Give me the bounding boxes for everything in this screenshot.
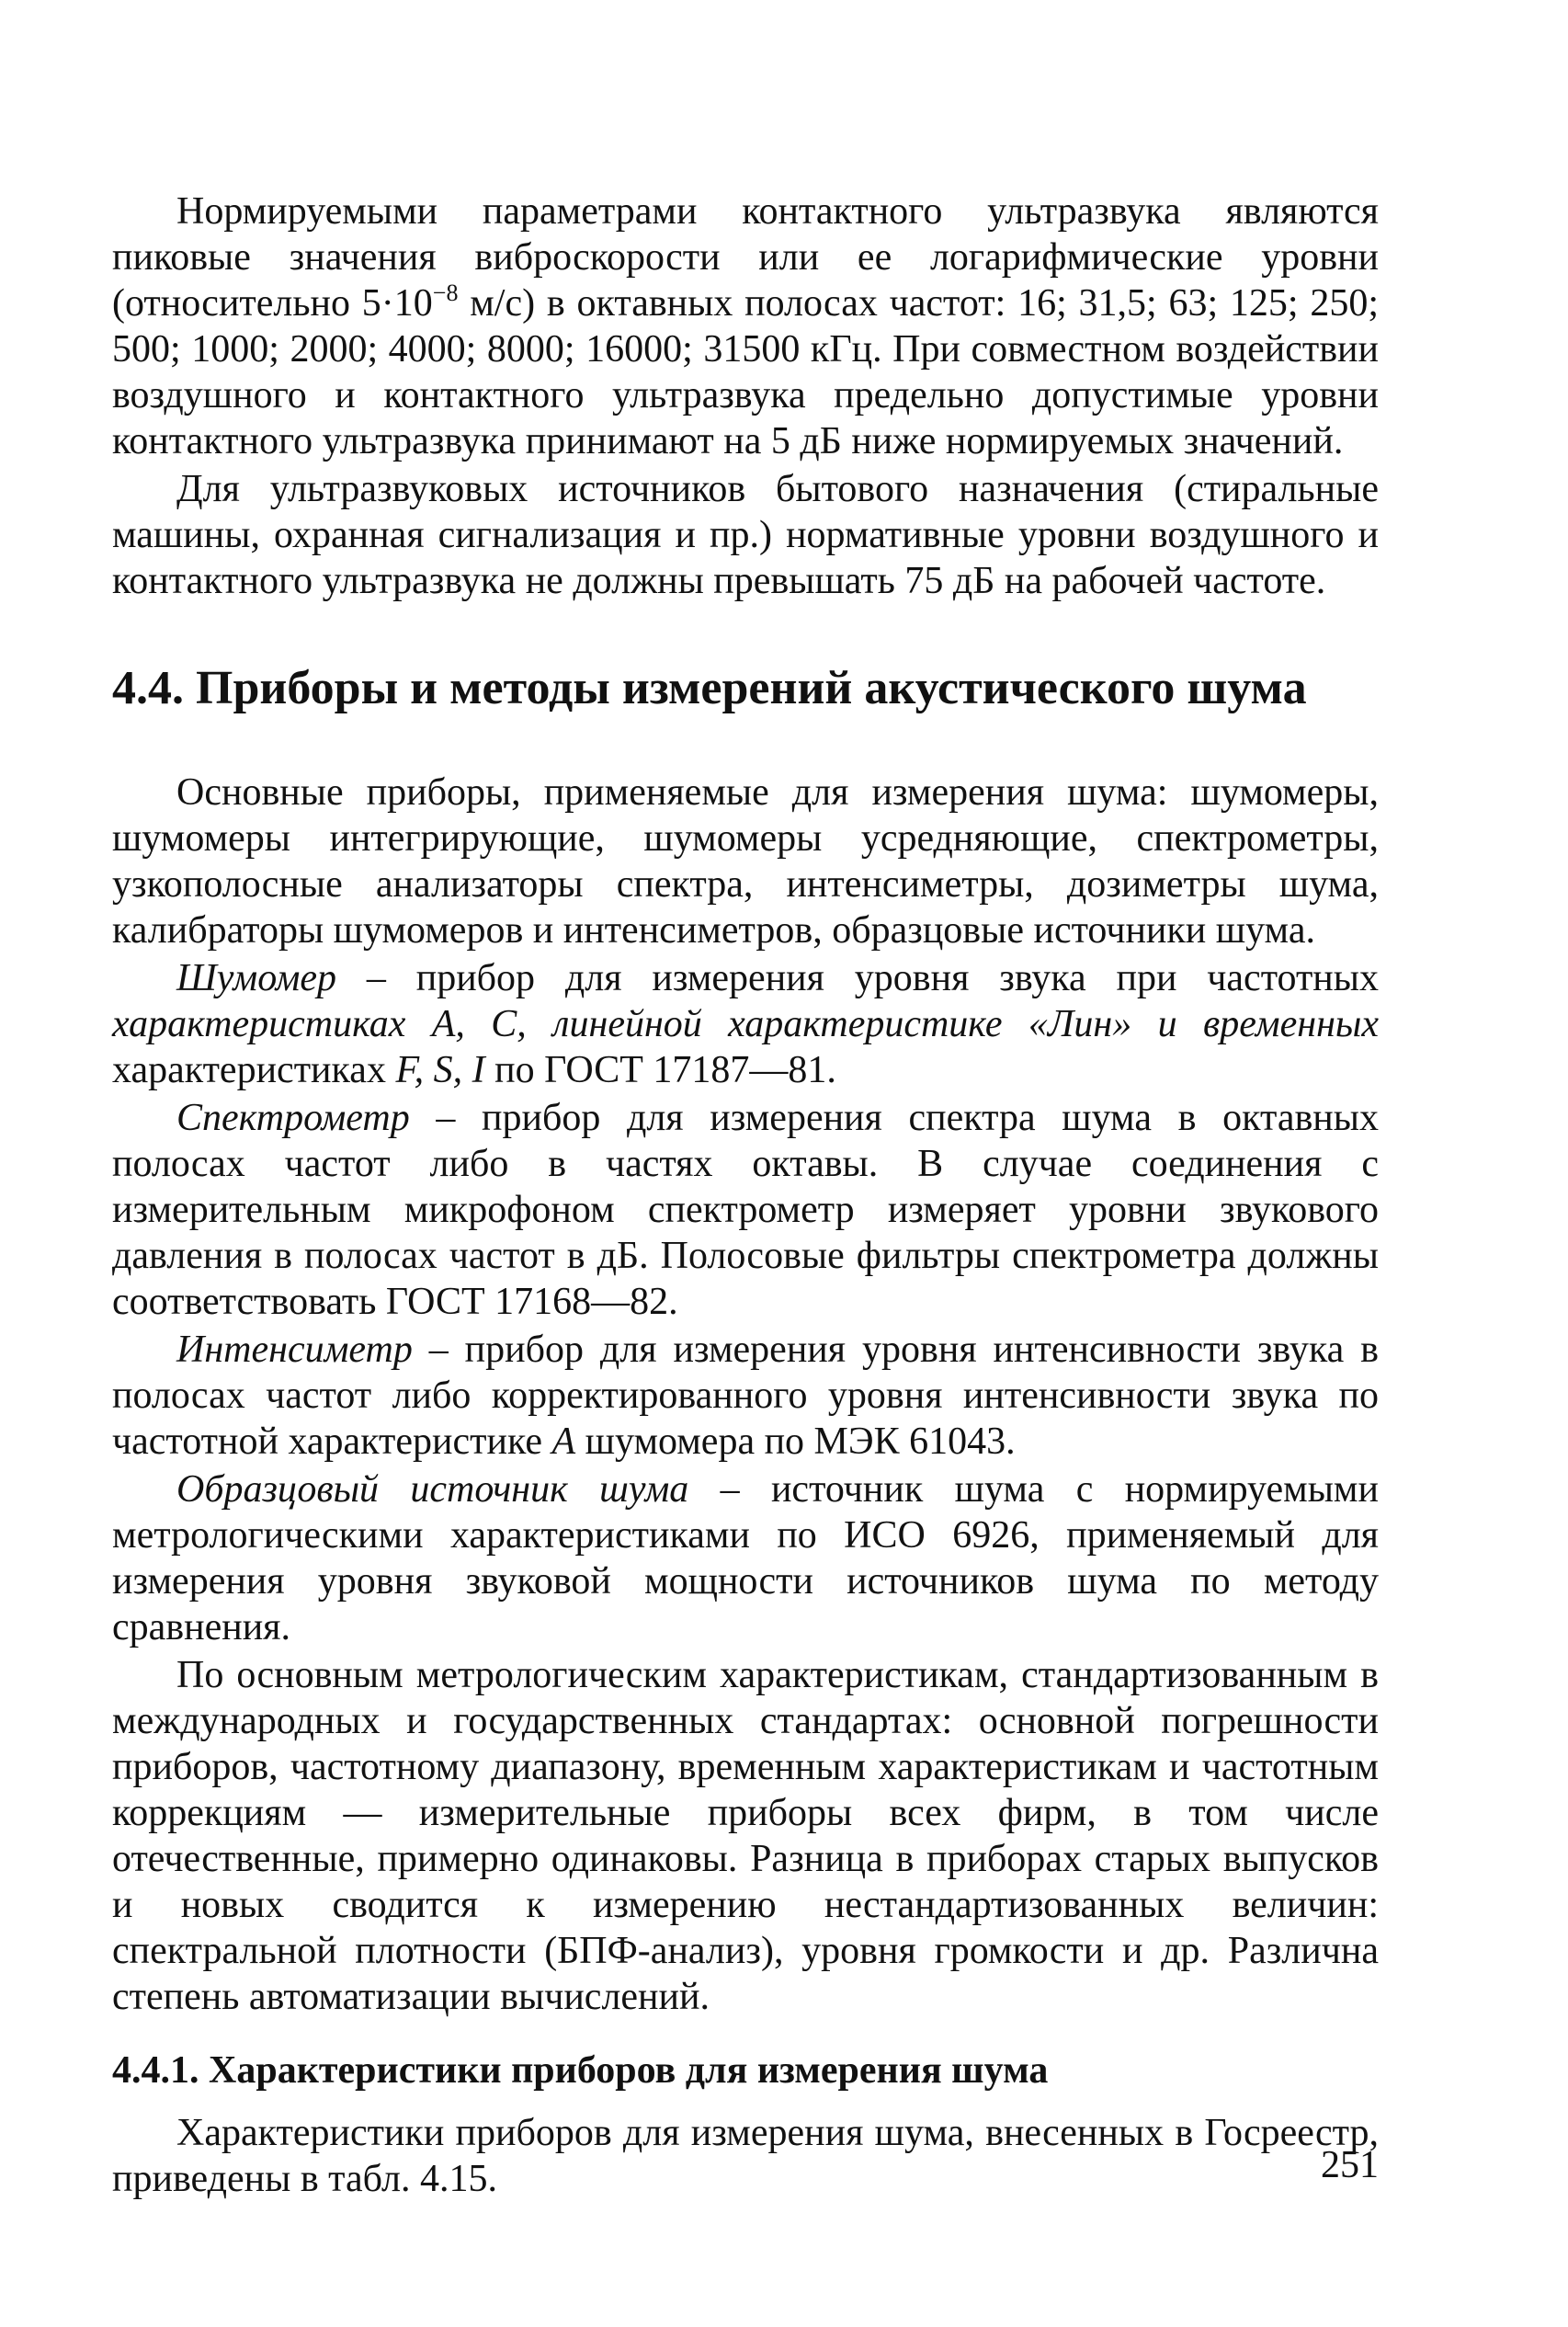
term-intensimeter: Интенсиметр xyxy=(176,1329,413,1371)
paragraph-sound-level-meter: Шумомер – прибор для измерения уровня звука при частотных характеристиках А, С, линейной характеристике «Лин» и временных характеристиках F, S, I по ГОСТ 17187—81. xyxy=(112,957,1379,1091)
paragraph-table-reference: Характеристики приборов для измерения шума, внесенных в Госреестр, приведены в табл. 4.15. xyxy=(112,2112,1379,2200)
exponent: −8 xyxy=(432,279,459,306)
paragraph-spectrometer: Спектрометр – прибор для измерения спектра шума в октавных полосах частот либо в частях октавы. В случае соединения с измерительным микрофоном спектрометр измеряет уровни звукового давления в полосах частот в дБ. Полосовые фильтры спектрометра должны соответствовать ГОСТ 17168—82. xyxy=(112,1097,1379,1323)
paragraph-reference-source: Образцовый источник шума – источник шума с нормируемыми метрологическими характеристиками по ИСО 6926, применяемый для измерения уровня звуковой мощности источников шума по методу сравнения. xyxy=(112,1468,1379,1648)
page-number: 251 xyxy=(1321,2144,1379,2186)
term-spectrometer: Спектрометр xyxy=(176,1097,410,1139)
term-reference-source: Образцовый источник шума xyxy=(176,1468,689,1511)
paragraph-metrological-characteristics: По основным метрологическим характеристикам, стандартизованным в международных и государственных стандартах: основной погрешности приборов, частотному диапазону, временным характеристикам и частотным коррекциям — измерительные приборы всех фирм, в том числе отечественные, примерно одинаковы. Разница в приборах старых выпусков и новых сводится к измерению нестандартизованных величин: спектральной плотности (БПФ-анализ), уровня громкости и др. Различна степень автоматизации вычислений. xyxy=(112,1654,1379,2018)
paragraph-household-sources: Для ультразвуковых источников бытового назначения (стиральные машины, охранная сигнализация и пр.) нормативные уровни воздушного и контактного ультразвука не должны превышать 75 дБ на рабочей частоте. xyxy=(112,468,1379,602)
paragraph-intensimeter: Интенсиметр – прибор для измерения уровня интенсивности звука в полосах частот либо корректированного уровня интенсивности звука по частотной характеристике А шумомера по МЭК 61043. xyxy=(112,1329,1379,1463)
term-sound-level-meter: Шумомер xyxy=(176,957,337,999)
page-body xyxy=(112,188,1379,2204)
section-heading: 4.4. Приборы и методы измерений акустического шума xyxy=(112,662,1307,714)
paragraph-main-instruments: Основные приборы, применяемые для измерения шума: шумомеры, шумомеры интегрирующие, шумомеры усредняющие, спектрометры, узкополосные анализаторы спектра, интенсиметры, дозиметры шума, калибраторы шумомеров и интенсиметров, образцовые источники шума. xyxy=(112,771,1379,952)
paragraph-contact-ultrasound: Нормируемыми параметрами контактного ультразвука являются пиковые значения виброскорости или ее логарифмические уровни (относительно $5\cdot 10^{-8}$ м/с) в октавных полосах частот: 16; 31,5; 63; 125; 250; 500; 1000; 2000; 4000; 8000; 16000; 31500 кГц. При совместном воздействии воздушного и контактного ультразвука предельно допустимые уровни контактного ультразвука принимают на 5 дБ ниже нормируемых значений. xyxy=(112,190,1380,462)
subsection-heading: 4.4.1. Характеристики приборов для измерения шума xyxy=(112,2049,1049,2092)
